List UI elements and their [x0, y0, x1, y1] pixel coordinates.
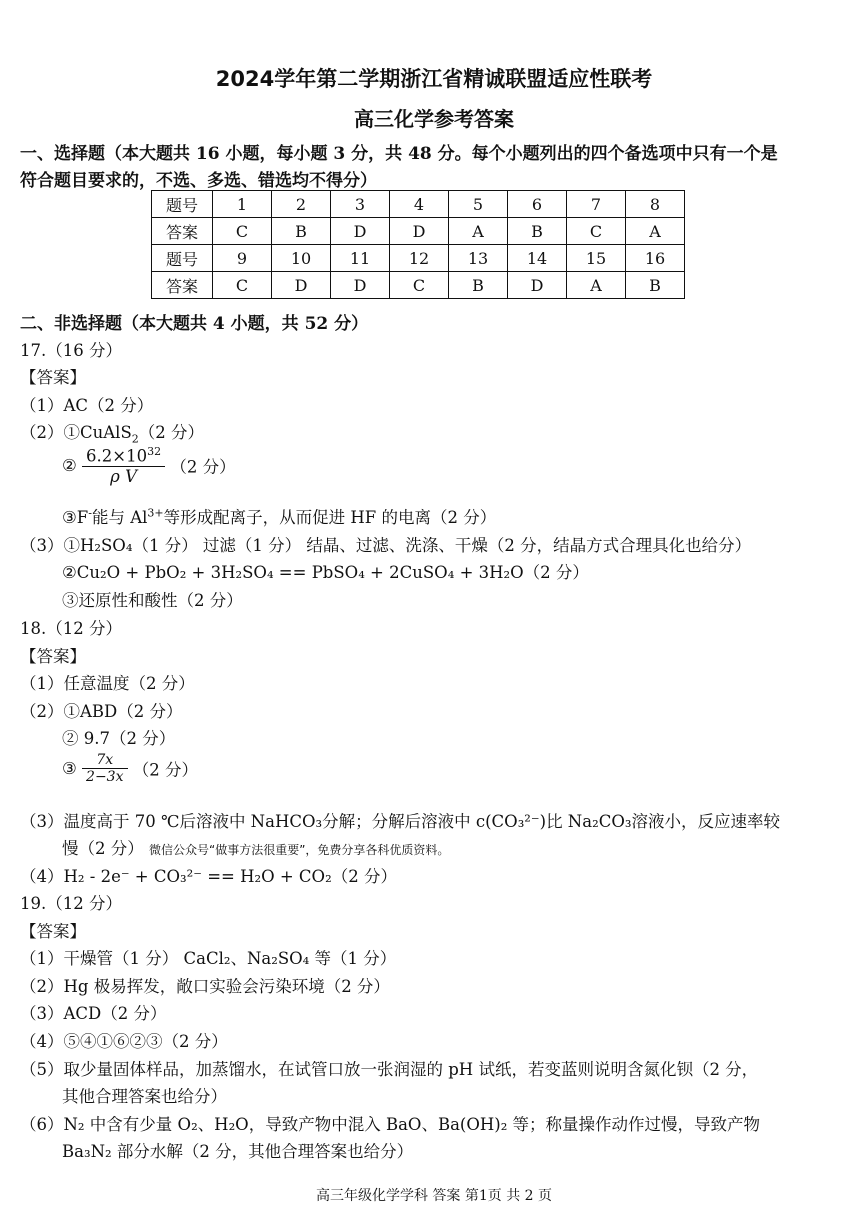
question-number: 13 [449, 245, 508, 272]
question-number: 1 [213, 191, 272, 218]
fraction-numerator [82, 445, 165, 467]
section2-title: 二、非选择题（本大题共 4 小题，共 52 分） [20, 314, 369, 334]
table-row [152, 272, 685, 299]
q19-part5a: （5）取少量固体样品，加蒸馏水，在试管口放一张润湿的 pH 试纸，若变蓝则说明含氮化钡（2 分， [20, 1060, 759, 1079]
answer-cell: C [567, 218, 626, 245]
question-number: 14 [508, 245, 567, 272]
answer-cell: A [626, 218, 685, 245]
answer-cell: C [213, 218, 272, 245]
q17-part2b-marker: ② [62, 455, 77, 475]
q18-part2c [62, 752, 198, 785]
row-label: 答案 [152, 272, 213, 299]
q17-part1: （1）AC（2 分） [20, 396, 154, 415]
q18-part2c-marker: ③ [62, 759, 77, 778]
q18-part2c-score: （2 分） [132, 760, 198, 780]
table-row [152, 191, 685, 218]
question-number: 6 [508, 191, 567, 218]
q18-part2b: ② 9.7（2 分） [62, 729, 176, 748]
q18-fraction [82, 752, 127, 785]
q19-heading: 19.（12 分） [20, 894, 122, 913]
answer-cell: B [626, 272, 685, 299]
fraction-denominator: ρ V [110, 466, 138, 486]
q17-part2c [62, 504, 496, 528]
page-subtitle: 高三化学参考答案 [354, 107, 514, 131]
numerator-exponent: 32 [147, 445, 162, 458]
table-row [152, 245, 685, 272]
q17-part2c-post: 等形成配离子，从而促进 HF 的电离（2 分） [163, 508, 497, 527]
row-label: 题号 [152, 245, 213, 272]
question-number: 8 [626, 191, 685, 218]
answer-cell: D [272, 272, 331, 299]
q17-fraction [82, 445, 165, 486]
answer-table [151, 190, 685, 299]
q17-part2c-sup1: - [88, 506, 92, 520]
answer-cell: B [508, 218, 567, 245]
q19-part5b: 其他合理答案也给分） [62, 1087, 227, 1106]
q17-part2c-sup2: 3+ [147, 506, 164, 520]
q18-part4: （4）H₂ - 2e⁻ + CO₃²⁻ == H₂O + CO₂（2 分） [20, 867, 397, 886]
q17-part2a-text: （2）①CuAlS [20, 423, 132, 442]
question-number: 16 [626, 245, 685, 272]
question-number: 10 [272, 245, 331, 272]
fraction-numerator: 7x [82, 752, 127, 769]
q17-answer-label: 【答案】 [20, 368, 86, 387]
numerator-base: 6.2×10 [86, 446, 148, 466]
answer-cell: D [508, 272, 567, 299]
question-number: 9 [213, 245, 272, 272]
q19-part4: （4）⑤④①⑥②③（2 分） [20, 1032, 228, 1051]
q17-part3b: ②Cu₂O + PbO₂ + 3H₂SO₄ == PbSO₄ + 2CuSO₄ + 3H₂O（2 分） [62, 563, 589, 582]
question-number: 2 [272, 191, 331, 218]
section1-intro-line2: 符合题目要求的，不选、多选、错选均不得分） [20, 171, 377, 191]
q17-part3c: ③还原性和酸性（2 分） [62, 591, 243, 610]
answer-cell: A [567, 272, 626, 299]
q18-part1: （1）任意温度（2 分） [20, 674, 195, 693]
q17-part2a [20, 419, 204, 445]
q19-part6b: Ba₃N₂ 部分水解（2 分，其他合理答案也给分） [62, 1142, 414, 1161]
page-title: 2024学年第二学期浙江省精诚联盟适应性联考 [215, 67, 653, 91]
row-label: 题号 [152, 191, 213, 218]
answer-cell: A [449, 218, 508, 245]
q17-part2c-pre: ③F [62, 508, 89, 527]
promo-note: 微信公众号“做事方法很重要”，免费分享各科优质资料。 [149, 843, 450, 857]
question-number: 12 [390, 245, 449, 272]
section1-intro-line1: 一、选择题（本大题共 16 小题，每小题 3 分，共 48 分。每个小题列出的四个备选项中只有一个是 [20, 144, 778, 164]
answer-cell: B [449, 272, 508, 299]
q18-part3b [62, 835, 449, 859]
q19-answer-label: 【答案】 [20, 922, 86, 941]
answer-cell: C [213, 272, 272, 299]
row-label: 答案 [152, 218, 213, 245]
q17-part2c-mid: 能与 Al [91, 508, 148, 527]
q19-part2: （2）Hg 极易挥发，敞口实验会污染环境（2 分） [20, 977, 390, 996]
q17-part2b [62, 445, 236, 486]
q19-part6a: （6）N₂ 中含有少量 O₂、H₂O，导致产物中混入 BaO、Ba(OH)₂ 等；称量操作动作过慢，导致产物 [20, 1115, 761, 1134]
question-number: 11 [331, 245, 390, 272]
q17-part2a-subscript: 2 [131, 432, 139, 446]
question-number: 7 [567, 191, 626, 218]
question-number: 4 [390, 191, 449, 218]
question-number: 15 [567, 245, 626, 272]
q17-part2b-score: （2 分） [170, 457, 236, 477]
q17-part3a: （3）①H₂SO₄（1 分） 过滤（1 分） 结晶、过滤、洗涤、干燥（2 分，结晶方式合理具化也给分） [20, 536, 752, 555]
answer-cell: B [272, 218, 331, 245]
answer-cell: C [390, 272, 449, 299]
q18-answer-label: 【答案】 [20, 647, 86, 666]
q18-heading: 18.（12 分） [20, 619, 122, 638]
q19-part1: （1）干燥管（1 分） CaCl₂、Na₂SO₄ 等（1 分） [20, 949, 397, 968]
answer-cell: D [390, 218, 449, 245]
fraction-denominator: 2−3x [86, 769, 124, 785]
q18-part2a: （2）①ABD（2 分） [20, 702, 183, 721]
q18-part3b-text: 慢（2 分） [62, 839, 144, 858]
page-footer: 高三年级化学学科 答案 第1页 共 2 页 [315, 1188, 553, 1204]
q17-heading: 17.（16 分） [20, 341, 122, 360]
question-number: 5 [449, 191, 508, 218]
q18-part3a: （3）温度高于 70 ℃后溶液中 NaHCO₃分解；分解后溶液中 c(CO₃²⁻)比 Na₂CO₃溶液小，反应速率较 [20, 812, 780, 831]
answer-cell: D [331, 218, 390, 245]
table-row [152, 218, 685, 245]
question-number: 3 [331, 191, 390, 218]
q19-part3: （3）ACD（2 分） [20, 1004, 167, 1023]
answer-cell: D [331, 272, 390, 299]
q17-part2a-score: （2 分） [138, 423, 204, 442]
